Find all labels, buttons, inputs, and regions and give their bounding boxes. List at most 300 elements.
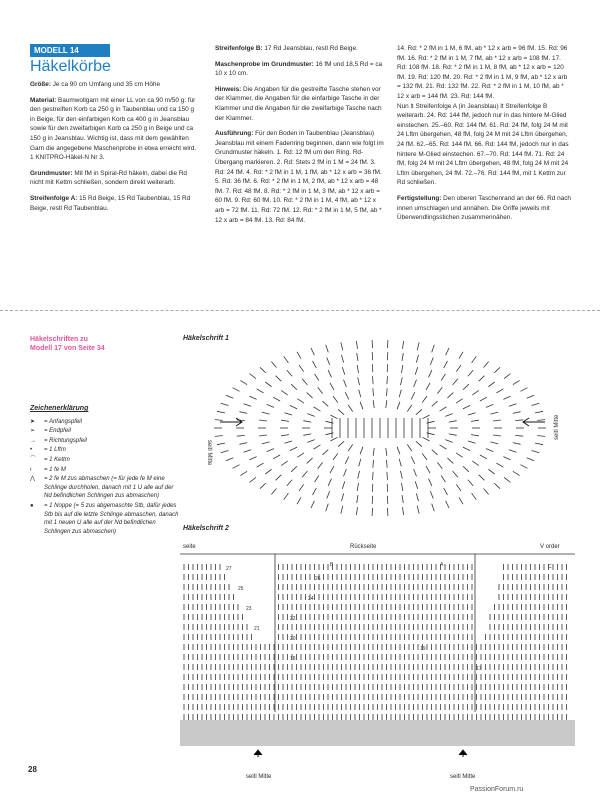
- watermark: PassionForum.ru: [470, 786, 524, 793]
- stitch-mark: [387, 460, 388, 468]
- stitch-mark: [471, 435, 479, 436]
- arrow-seitl-mitte-left: [254, 750, 262, 757]
- stitch-mark: [326, 504, 329, 512]
- stitch-mark: [486, 449, 493, 452]
- stitch-mark: [358, 471, 360, 479]
- text-streifenfolge-a: 15 Rd Beige, 15 Rd Taubenblau, 15 Rd Beige, restl Rd Taubenblau.: [30, 194, 191, 212]
- stitch-mark: [456, 453, 463, 458]
- stitch-mark: [504, 374, 510, 379]
- chart2-grey-band: [180, 720, 575, 746]
- stitch-mark: [432, 504, 435, 512]
- stitch-mark: [260, 367, 266, 373]
- stitch-mark: [373, 400, 374, 408]
- stitch-mark: [372, 364, 373, 372]
- stitch-mark: [386, 448, 387, 456]
- stitch-mark: [327, 491, 330, 498]
- label-fertigstellung: Fertigstellung:: [397, 194, 442, 202]
- stitch-mark: [494, 367, 500, 373]
- stitch-mark: [472, 390, 479, 395]
- stitch-mark: [537, 436, 545, 437]
- stitch-mark: [440, 407, 447, 411]
- stitch-mark: [360, 447, 363, 455]
- stitch-mark: [503, 457, 510, 460]
- stitch-mark: [472, 461, 479, 466]
- stitch-mark: [417, 506, 419, 514]
- stitch-mark: [237, 435, 245, 436]
- stitch-mark: [262, 412, 270, 414]
- marker-a: A: [440, 562, 444, 568]
- stitch-mark: [445, 440, 452, 443]
- stitch-mark: [326, 345, 329, 353]
- stitch-mark: [432, 401, 438, 406]
- stitch-mark: [226, 395, 233, 398]
- stitch-mark: [401, 377, 403, 385]
- stitch-mark: [480, 397, 487, 401]
- stitch-mark: [447, 393, 453, 399]
- stitch-mark: [338, 409, 344, 414]
- stitch-mark: [244, 404, 252, 407]
- stitch-mark: [520, 388, 527, 392]
- stitch-mark: [401, 483, 403, 491]
- stitch-mark: [527, 395, 534, 398]
- stitch-mark: [328, 479, 331, 486]
- stitch-mark: [426, 466, 430, 473]
- text-fertigstellung: Den oberen Taschenrand an der 66. Rd nach innen umschlagen und annähen. Die Griffe jeweils mit Überwendlingsstichen zusammennähen.: [397, 194, 571, 222]
- stitch-mark: [468, 370, 473, 376]
- stitch-mark: [387, 388, 388, 396]
- stitch-mark: [287, 370, 292, 376]
- stitch-mark: [463, 384, 469, 390]
- stitch-mark: [446, 348, 449, 355]
- stitch-mark: [330, 466, 334, 473]
- stitch-mark: [484, 489, 489, 495]
- chart2-title: Häkelschrift 2: [183, 525, 229, 532]
- legend-item: [30, 502, 180, 536]
- row-label-22: 22: [290, 616, 296, 622]
- text-column-3: [397, 44, 572, 229]
- chart1-side-label-right: seitl Mitte: [554, 414, 560, 440]
- stitch-mark: [307, 440, 314, 443]
- stitch-mark: [345, 457, 349, 464]
- stitch-mark: [407, 405, 412, 412]
- stitch-mark: [257, 463, 264, 467]
- stitch-mark: [513, 443, 521, 445]
- stitch-mark: [314, 445, 321, 449]
- chart1-title: Häkelschrift 1: [183, 335, 229, 342]
- stitch-mark: [221, 451, 229, 453]
- text-column-2: [215, 44, 385, 231]
- legend-item: [30, 466, 180, 475]
- arrow-seitl-mitte-right: [459, 750, 467, 757]
- legend-item: [30, 427, 180, 436]
- stitch-mark: [240, 471, 247, 475]
- stitch-mark: [468, 441, 476, 443]
- stitch-mark: [387, 364, 388, 372]
- stitch-mark: [373, 388, 374, 396]
- row-label-24: 24: [308, 596, 314, 602]
- stitch-mark: [244, 450, 252, 453]
- stitch-mark: [302, 379, 307, 385]
- chart-reference-line2: Modell 17 von Seite 34: [30, 345, 105, 352]
- stitch-mark: [341, 506, 343, 514]
- text-column-1: [30, 80, 200, 219]
- stitch-mark: [513, 471, 520, 475]
- stitch-mark: [456, 365, 461, 372]
- legend-symbol: ●: [30, 502, 34, 509]
- stitch-mark: [233, 465, 240, 469]
- legend-text: = Anfangspfeil: [44, 418, 82, 425]
- model-badge: MODELL 14: [30, 44, 110, 57]
- stitch-mark: [535, 411, 543, 413]
- stitch-mark: [453, 471, 458, 477]
- stitch-mark: [468, 480, 473, 486]
- row-label-18: 18: [290, 656, 296, 662]
- stitch-mark: [333, 454, 338, 460]
- legend-item: [30, 437, 180, 446]
- stitch-mark: [463, 447, 470, 451]
- stitch-mark: [493, 420, 501, 421]
- stitch-mark: [221, 403, 229, 405]
- stitch-mark: [357, 353, 358, 361]
- stitch-mark: [249, 396, 256, 399]
- stitch-mark: [397, 447, 400, 455]
- stitch-mark: [479, 376, 485, 382]
- label-ausfuehrung: Ausführung:: [215, 130, 254, 138]
- stitch-mark: [322, 401, 328, 406]
- stitch-mark: [271, 362, 276, 368]
- stitch-mark: [432, 345, 435, 353]
- stitch-mark: [372, 484, 373, 492]
- legend-text: = 1 Noppe (= 5 zus abgemaschte Stb, dafür jedes Stb bis auf die letzte Schlinge abmaschen, danach mit 1 neuen U alle auf der Nd befindlichen Schlingen zus abmaschen): [44, 502, 179, 535]
- stitch-mark: [297, 497, 301, 504]
- stitch-mark: [497, 389, 504, 393]
- legend-title: Zeichenerklärung: [30, 405, 89, 412]
- stitch-mark: [344, 469, 347, 476]
- stitch-mark: [432, 450, 438, 455]
- stitch-mark: [437, 387, 442, 393]
- stitch-mark: [303, 421, 311, 422]
- stitch-mark: [401, 471, 403, 479]
- stitch-mark: [315, 374, 319, 381]
- row-label-19: 19: [420, 646, 426, 652]
- legend-text: = Endpfeil: [44, 428, 71, 435]
- row-label-26: 26: [315, 576, 321, 582]
- stitch-mark: [262, 442, 270, 444]
- text-grundmuster: Mit fM in Spiral-Rd häkeln, dabei die Rd nicht mit Kettm schließen, sondern direkt weiterarb.: [30, 169, 187, 187]
- stitch-mark: [445, 414, 452, 417]
- legend-symbol: →: [30, 437, 36, 444]
- stitch-mark: [387, 484, 388, 492]
- stitch-mark: [281, 390, 288, 395]
- page-number: 28: [28, 765, 37, 774]
- stitch-mark: [447, 458, 453, 464]
- stitch-mark: [239, 412, 247, 414]
- stitch-mark: [359, 390, 361, 398]
- marker-c: C: [548, 564, 552, 570]
- legend-text: = 1 fe M: [44, 466, 66, 473]
- stitch-mark: [260, 483, 266, 489]
- stitch-mark: [416, 409, 422, 414]
- stitch-mark: [249, 457, 256, 460]
- stitch-mark: [328, 370, 331, 377]
- stitch-mark: [488, 382, 494, 387]
- chart-reference-line1: Häkelschriften zu: [30, 336, 88, 343]
- stitch-mark: [226, 458, 233, 461]
- stitch-mark: [414, 380, 417, 387]
- label-material: Material:: [30, 96, 57, 104]
- stitch-mark: [423, 415, 430, 419]
- stitch-mark: [217, 411, 225, 413]
- stitch-mark: [520, 465, 527, 469]
- stitch-mark: [373, 472, 374, 480]
- stitch-mark: [284, 441, 292, 443]
- row-label-21: 21: [254, 626, 260, 632]
- row-label-17: 17: [476, 666, 482, 672]
- stitch-mark: [314, 407, 321, 411]
- stitch-mark: [513, 412, 521, 414]
- text-maschenprobe: 16 fM und 18,5 Rd = ca 10 x 10 cm.: [215, 60, 383, 78]
- stitch-mark: [318, 387, 323, 393]
- stitch-mark: [513, 380, 520, 384]
- text-material: Baumwollgarn mit einer LL von ca 90 m/50 g: für den gestreiften Korb ca 250 g in Taubenblau und ca 150 g in Beige, für den einfarbigen Korb ca 400 g in Jeansblau sowie für den zweifarbigen Korb ca 250 g in Beige und ca 150 g in Jeansblau. Wichtig ist, dass mit dem gewählten Garn die angegebene Maschenprobe in etwa erreicht wird.: [30, 96, 197, 152]
- stitch-mark: [387, 376, 388, 384]
- stitch-mark: [284, 356, 289, 363]
- stitch-mark: [403, 341, 404, 349]
- section-divider: [0, 310, 600, 311]
- stitch-mark: [322, 450, 328, 455]
- stitch-mark: [449, 434, 457, 435]
- stitch-mark: [281, 461, 288, 466]
- stitch-mark: [250, 374, 256, 379]
- stitch-mark: [386, 400, 387, 408]
- stitch-mark: [217, 443, 225, 445]
- chart2-label-rueckseite: Rückseite: [350, 544, 377, 550]
- stitch-mark: [330, 415, 337, 419]
- stitch-mark: [399, 390, 401, 398]
- label-grundmuster: Grundmuster:: [30, 169, 73, 177]
- text-hinweis: Die Angaben für die gestreifte Tasche stehen vor der Klammer, die Angaben für die einfarbige Tasche in der Klammer und die Angaben für die zweifarbige Tasche nach der Klammer.: [215, 85, 382, 122]
- stitch-mark: [453, 379, 458, 385]
- stitch-mark: [342, 494, 344, 502]
- stitch-mark: [313, 488, 317, 495]
- legend-symbol: •: [30, 447, 33, 454]
- stitch-mark: [402, 353, 403, 361]
- stitch-mark: [387, 472, 388, 480]
- stitch-mark: [488, 469, 494, 474]
- stitch-mark: [479, 475, 485, 481]
- stitch-mark: [411, 392, 415, 399]
- legend-symbol: ➤: [30, 418, 36, 425]
- legend: [30, 405, 180, 537]
- stitch-mark: [299, 365, 304, 372]
- legend-symbol: ı: [30, 466, 32, 473]
- stitch-mark: [515, 420, 523, 421]
- stitch-mark: [357, 495, 358, 503]
- stitch-mark: [257, 389, 264, 393]
- stitch-mark: [356, 507, 357, 515]
- stitch-mark: [267, 404, 274, 407]
- stitch-mark: [493, 435, 501, 436]
- crochet-chart-1: [180, 340, 580, 520]
- stitch-mark: [357, 483, 359, 491]
- legend-text: = Richtungspfeil: [44, 437, 87, 444]
- stitch-mark: [414, 469, 417, 476]
- stitch-mark: [472, 356, 477, 363]
- stitch-mark: [463, 405, 470, 409]
- stitch-mark: [273, 455, 280, 459]
- stitch-mark: [456, 399, 463, 404]
- stitch-mark: [297, 399, 304, 404]
- chart2-label-seite: seite: [183, 544, 196, 550]
- label-streifenfolge-a: Streifenfolge A:: [30, 194, 78, 202]
- legend-text: = 1 Kettm: [44, 456, 70, 463]
- stitch-mark: [307, 458, 313, 464]
- stitch-mark: [267, 449, 274, 452]
- stitch-mark: [348, 445, 353, 452]
- stitch-mark: [399, 459, 401, 467]
- legend-item: [30, 456, 180, 465]
- label-maschenprobe: Maschenprobe im Grundmuster:: [215, 60, 314, 68]
- stitch-mark: [401, 365, 403, 373]
- stitch-mark: [423, 437, 430, 441]
- stitch-mark: [281, 420, 289, 421]
- stitch-mark: [313, 361, 317, 368]
- stitch-mark: [532, 403, 540, 405]
- stitch-mark: [509, 450, 517, 453]
- stitch-mark: [345, 392, 349, 399]
- stitch-mark: [373, 460, 374, 468]
- stitch-mark: [297, 453, 304, 458]
- stitch-mark: [416, 355, 418, 363]
- stitch-mark: [449, 421, 457, 422]
- legend-text: = 2 fe M zus abmaschen (= für jede fe M eine Schlinge durchholen, danach mit 1 U alle auf der Nd befindlichen Schlingen zus abmaschen): [44, 476, 174, 500]
- stitch-mark: [440, 445, 447, 449]
- stitch-mark: [373, 448, 374, 456]
- stitch-mark: [284, 493, 289, 500]
- chart1-arrow-right: [523, 418, 545, 426]
- chart1-side-label-left: seitl Mitte: [206, 440, 212, 466]
- stitch-mark: [441, 374, 445, 381]
- legend-text: = 1 Lftm: [44, 447, 66, 454]
- stitch-mark: [472, 493, 477, 500]
- text-rounds-24-76: Nun lt Streifenfolge A (in Jeansblau) lt Streifenfolge B weiterarb. 24. Rd: 144 fM, jedoch nur in das hintere M-Glied einstechen. 25.–60. Rd: 144 fM. 61. Rd: 24 fM, folg 24 M mit 24 Lftm übergehen, 48 fM, folg 24 M mit 24 Lftm übergehen, 24 fM. 62.–65. Rd: 144 fM. 66. Rd: 144 fM, jedoch nur in das hintere M-Glied einstechen. 67.–70. Rd: 144 fM. 71. Rd: 24 fM, folg 24 M mit 24 Lftm übergehen, 48 fM, folg 24 M mit 24 Lftm übergehen, 24 fM. 72.–76. Rd: 144 fM, mit 1 Kettm zur Rd schließen.: [397, 102, 569, 187]
- stitch-mark: [290, 405, 297, 409]
- stitch-mark: [307, 393, 313, 399]
- stitch-mark: [281, 435, 289, 436]
- stitch-mark: [239, 443, 247, 445]
- stitch-mark: [463, 466, 469, 472]
- stitch-mark: [315, 475, 319, 482]
- stitch-mark: [422, 396, 427, 402]
- stitch-mark: [504, 478, 510, 483]
- stitch-mark: [276, 376, 282, 382]
- stitch-mark: [341, 343, 343, 351]
- text-streifenfolge-b: 17 Rd Jeansblau, restl Rd Beige.: [262, 45, 358, 52]
- stitch-mark: [284, 413, 292, 415]
- stitch-mark: [373, 376, 374, 384]
- stitch-mark: [471, 420, 479, 421]
- stitch-mark: [459, 352, 463, 359]
- stitch-mark: [276, 475, 282, 481]
- row-label-20: 20: [290, 636, 296, 642]
- stitch-mark: [359, 459, 361, 467]
- stitch-mark: [215, 436, 223, 437]
- stitch-mark: [287, 480, 292, 486]
- legend-symbol: ⋀: [30, 476, 35, 483]
- stitch-mark: [441, 475, 445, 482]
- legend-item: [30, 446, 180, 455]
- stitch-mark: [415, 481, 418, 489]
- stitch-mark: [456, 484, 461, 491]
- stitch-mark: [403, 507, 404, 515]
- stitch-mark: [344, 380, 347, 387]
- stitch-mark: [291, 384, 297, 390]
- stitch-mark: [297, 352, 301, 359]
- stitch-mark: [509, 404, 517, 407]
- stitch-mark: [342, 355, 344, 363]
- stitch-mark: [415, 367, 418, 375]
- stitch-mark: [437, 462, 442, 468]
- stitch-mark: [402, 495, 403, 503]
- stitch-mark: [273, 397, 280, 401]
- stitch-mark: [407, 445, 412, 452]
- text-material-tool: 1 KNITPRO-Häkel-N Nr 3.: [30, 154, 105, 162]
- text-rounds-14-23: 14. Rd: * 2 fM in 1 M, 6 fM, ab * 12 x arb = 96 fM. 15. Rd: 96 fM. 16. Rd: * 2 fM in 1 M, 7 fM, ab * 12 x arb = 108 fM. 17. Rd: 108 fM. 18. Rd: * 2 fM in 1 M, 8 fM, ab * 12 x arb = 120 fM. 19. Rd: 120 fM. 20. Rd: * 2 fM in 1 M, 9 fM, ab * 12 x arb = 132 fM. 21. Rd: 132 fM. 22. Rd: * 2 fM in 1 M, 10 fM, ab * 12 x arb = 144 fM. 23. Rd: 144 fM.: [397, 45, 568, 100]
- stitch-mark: [532, 451, 540, 453]
- stitch-mark: [240, 380, 247, 384]
- stitch-mark: [299, 484, 304, 491]
- stitch-mark: [338, 441, 344, 446]
- stitch-mark: [535, 443, 543, 445]
- row-label-23: 23: [246, 606, 252, 612]
- stitch-mark: [348, 405, 353, 412]
- stitch-mark: [459, 497, 463, 504]
- stitch-mark: [430, 357, 433, 364]
- legend-symbol: ➢: [30, 428, 36, 435]
- stitch-mark: [259, 435, 267, 436]
- label-streifenfolge-b: Streifenfolge B:: [215, 45, 263, 52]
- legend-item: [30, 418, 180, 427]
- stitch-mark: [357, 365, 359, 373]
- stitch-mark: [446, 501, 449, 508]
- stitch-mark: [291, 466, 297, 472]
- stitch-mark: [426, 383, 430, 390]
- chart2-label-vorder: V order: [540, 544, 560, 550]
- stitch-mark: [250, 478, 256, 483]
- text-ausfuehrung: Für den Boden in Taubenblau (Jeansblau) Jeansblau mit einem Fadenring beginnen, dann wie folgt im Grundmuster häkeln. 1. Rd: 12 fM um den Ring. Rd-Übergang markieren. 2. Rd: Stets 2 fM in 1 M = 24 fM. 3. Rd: 24 fM. 4. Rd: * 2 fM in 1 M, 1 fM, ab * 12 x arb = 36 fM. 5. Rd: 36 fM. 6. Rd: * 2 fM in 1 M, 2 fM, ab * 12 x arb = 48 fM. 7. Rd: 48 fM. 8. Rd: * 2 fM in 1 M, 3 fM, ab * 12 x arb = 60 fM. 9. Rd: 60 fM. 10. Rd: * 2 fM in 1 M, 4 fM, ab * 12 x arb = 72 fM. 11. Rd: 72 fM. 12. Rd: * 2 fM in 1 M, 5 fM, ab * 12 x arb = 84 fM. 13. Rd: 84 fM.: [215, 130, 384, 224]
- chart-reference: [30, 335, 105, 353]
- page-title: Häkelkörbe: [30, 58, 111, 75]
- label-groesse: Größe:: [30, 81, 51, 88]
- chart2-bottom-label-left: seitl Mitte: [246, 774, 272, 780]
- stitch-mark: [416, 441, 422, 446]
- legend-item: [30, 475, 180, 501]
- row-label-25: 25: [238, 586, 244, 592]
- stitch-mark: [422, 454, 427, 460]
- stitch-mark: [271, 489, 276, 495]
- stitch-mark: [537, 420, 545, 421]
- stitch-mark: [330, 437, 337, 441]
- stitch-mark: [290, 447, 297, 451]
- stitch-mark: [484, 362, 489, 368]
- row-label-27: 27: [226, 566, 232, 572]
- stitch-mark: [515, 435, 523, 436]
- stitch-mark: [233, 388, 240, 392]
- legend-symbol: ⌒: [30, 456, 37, 463]
- stitch-mark: [486, 404, 493, 407]
- stitch-mark: [307, 414, 314, 417]
- stitch-mark: [311, 501, 314, 508]
